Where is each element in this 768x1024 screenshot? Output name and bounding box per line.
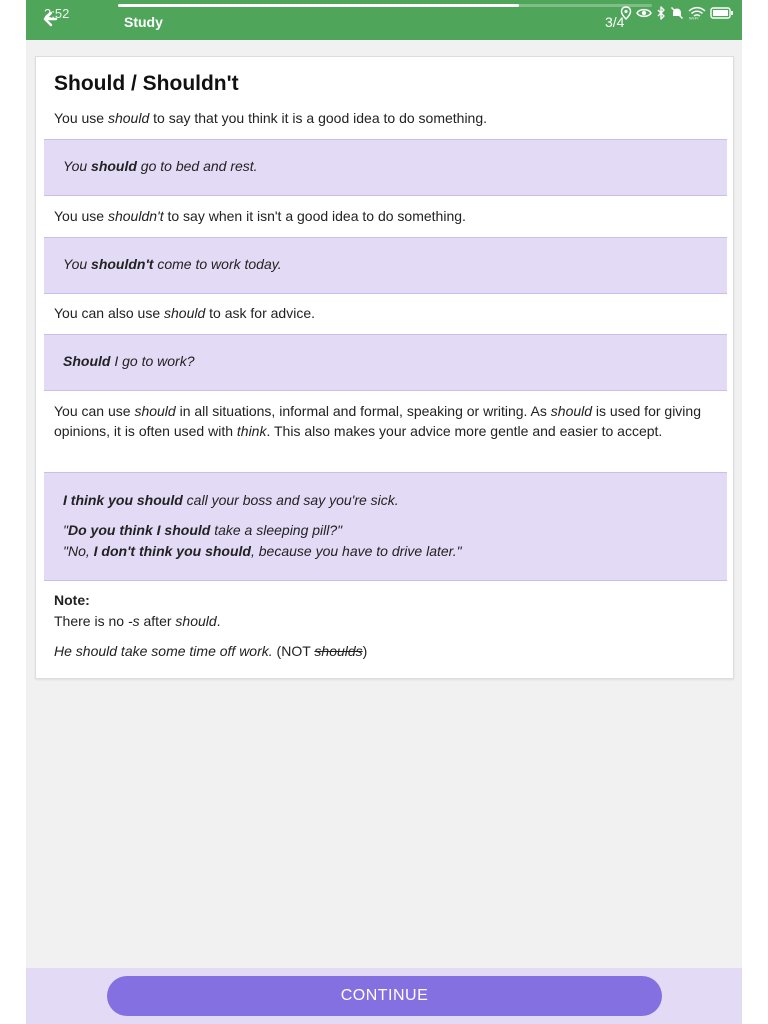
explanation-paragraph-2: You use shouldn't to say when it isn't a good idea to do something. <box>54 208 466 224</box>
wifi-icon <box>688 6 706 20</box>
example-sentence: Should I go to work? <box>63 353 195 369</box>
example-sentence: I think you should call your boss and say you're sick. <box>63 492 399 508</box>
step-counter: 3/4 <box>605 14 625 30</box>
mute-icon <box>670 6 684 20</box>
wifi-label: Wi-Fi <box>689 15 699 20</box>
example-dialogue-answer: "No, I don't think you should, because you have to drive later." <box>63 543 462 559</box>
example-sentence: You shouldn't come to work today. <box>63 256 282 272</box>
screen-title: Study <box>124 14 163 30</box>
location-icon <box>620 6 632 20</box>
example-box-1 <box>44 139 727 196</box>
lesson-progress-fill <box>118 4 519 7</box>
study-screen <box>26 0 742 1024</box>
continue-button[interactable]: CONTINUE <box>107 976 662 1016</box>
example-box-3 <box>44 334 727 391</box>
eye-icon <box>636 7 652 19</box>
status-time: 2:52 <box>44 6 70 21</box>
battery-icon <box>710 7 734 19</box>
explanation-paragraph-4: You can use should in all situations, informal and formal, speaking or writing. As should is used for giving opinions, it is often used with think. This also makes your advice more gentle and easier to accept. <box>54 403 701 439</box>
example-box-4 <box>44 472 727 581</box>
note-text: There is no -s after should. <box>54 613 221 629</box>
explanation-paragraph-3: You can also use should to ask for advice. <box>54 305 315 321</box>
status-icons <box>620 6 734 20</box>
example-dialogue-question: "Do you think I should take a sleeping pill?" <box>63 522 343 538</box>
note-label: Note: <box>54 592 90 608</box>
explanation-paragraph-1: You use should to say that you think it is a good idea to do something. <box>54 110 488 126</box>
bluetooth-icon <box>656 6 666 20</box>
lesson-title: Should / Shouldn't <box>54 72 239 95</box>
back-arrow-icon <box>40 10 58 28</box>
example-box-2 <box>44 237 727 294</box>
lesson-progress-bar <box>118 4 652 7</box>
bottom-action-bar <box>26 968 742 1024</box>
lesson-card <box>35 56 734 679</box>
back-button[interactable] <box>38 8 60 30</box>
top-app-bar <box>26 0 742 40</box>
example-sentence: You should go to bed and rest. <box>63 158 258 174</box>
note-example: He should take some time off work. (NOT shoulds) <box>54 643 368 659</box>
